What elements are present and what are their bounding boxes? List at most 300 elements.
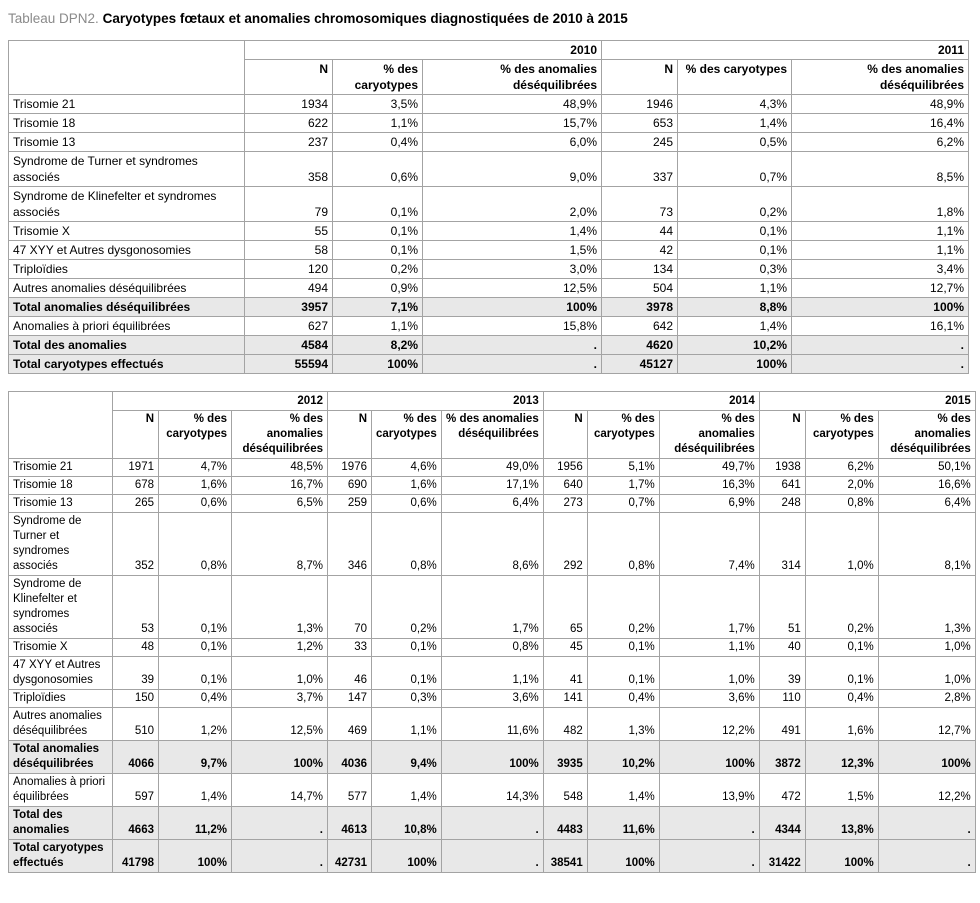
cell-2010-n: 627 xyxy=(245,317,333,336)
cell-2010-pct-caryotypes: 7,1% xyxy=(333,298,423,317)
cell-2014-pct-anomalies: 6,9% xyxy=(659,495,759,513)
total-row xyxy=(9,336,969,355)
cell-2012-pct-anomalies: 3,7% xyxy=(232,690,328,708)
table-2010-2011 xyxy=(8,40,969,374)
cell-2010-pct-caryotypes: 0,1% xyxy=(333,241,423,260)
cell-2012-pct-anomalies: 100% xyxy=(232,741,328,774)
cell-2015-pct-anomalies: . xyxy=(878,840,975,873)
cell-2011-pct-caryotypes: 100% xyxy=(678,355,792,374)
row-label: Syndrome de Klinefelter et syndromes associés xyxy=(9,187,245,222)
cell-2010-pct-anomalies: 48,9% xyxy=(423,95,602,114)
column-header-n-2015: N xyxy=(759,411,805,459)
column-header-pct-anomalies-2014: % des anomalies déséquilibrées xyxy=(659,411,759,459)
cell-2010-n: 4584 xyxy=(245,336,333,355)
cell-2013-n: 33 xyxy=(328,639,372,657)
year-header-2013: 2013 xyxy=(328,392,544,411)
row-label: Total caryotypes effectués xyxy=(9,840,113,873)
cell-2015-pct-anomalies: 100% xyxy=(878,741,975,774)
cell-2012-n: 678 xyxy=(113,477,159,495)
cell-2010-n: 58 xyxy=(245,241,333,260)
cell-2013-pct-anomalies: . xyxy=(441,840,543,873)
cell-2010-pct-caryotypes: 0,9% xyxy=(333,279,423,298)
cell-2012-n: 41798 xyxy=(113,840,159,873)
cell-2013-n: 147 xyxy=(328,690,372,708)
table-title-prefix: Tableau DPN2. xyxy=(8,11,99,26)
row-label: Syndrome de Turner et syndromes associés xyxy=(9,152,245,187)
cell-2015-pct-caryotypes: 0,4% xyxy=(805,690,878,708)
cell-2014-n: 65 xyxy=(543,576,587,639)
cell-2010-pct-anomalies: 6,0% xyxy=(423,133,602,152)
cell-2011-pct-caryotypes: 0,7% xyxy=(678,152,792,187)
column-header-row xyxy=(9,411,976,459)
cell-2011-n: 42 xyxy=(602,241,678,260)
cell-2013-n: 4613 xyxy=(328,807,372,840)
cell-2015-pct-caryotypes: 0,2% xyxy=(805,576,878,639)
cell-2014-pct-caryotypes: 1,4% xyxy=(587,774,659,807)
cell-2011-pct-caryotypes: 4,3% xyxy=(678,95,792,114)
cell-2011-pct-anomalies: 3,4% xyxy=(792,260,969,279)
table-row xyxy=(9,513,976,576)
cell-2011-pct-anomalies: . xyxy=(792,355,969,374)
cell-2010-pct-caryotypes: 100% xyxy=(333,355,423,374)
column-header-pct-anomalies-2015: % des anomalies déséquilibrées xyxy=(878,411,975,459)
cell-2012-n: 597 xyxy=(113,774,159,807)
table-row xyxy=(9,774,976,807)
cell-2010-pct-caryotypes: 8,2% xyxy=(333,336,423,355)
tables-container xyxy=(8,40,976,873)
row-label: Trisomie 18 xyxy=(9,477,113,495)
cell-2014-n: 1956 xyxy=(543,459,587,477)
cell-2013-n: 70 xyxy=(328,576,372,639)
table-row xyxy=(9,279,969,298)
cell-2015-pct-caryotypes: 13,8% xyxy=(805,807,878,840)
column-header-pct-anomalies-2011: % des anomalies déséquilibrées xyxy=(792,60,969,95)
table-row xyxy=(9,222,969,241)
cell-2010-pct-caryotypes: 0,4% xyxy=(333,133,423,152)
column-header-pct-caryotypes-2013: % des caryotypes xyxy=(372,411,442,459)
cell-2014-n: 273 xyxy=(543,495,587,513)
cell-2014-n: 3935 xyxy=(543,741,587,774)
year-header-2010: 2010 xyxy=(245,41,602,60)
cell-2014-pct-caryotypes: 0,2% xyxy=(587,576,659,639)
total-row xyxy=(9,741,976,774)
cell-2011-pct-caryotypes: 0,1% xyxy=(678,222,792,241)
cell-2011-pct-anomalies: 48,9% xyxy=(792,95,969,114)
cell-2011-pct-caryotypes: 0,3% xyxy=(678,260,792,279)
column-header-pct-anomalies-2013: % des anomalies déséquilibrées xyxy=(441,411,543,459)
cell-2015-n: 4344 xyxy=(759,807,805,840)
year-header-2014: 2014 xyxy=(543,392,759,411)
cell-2010-n: 79 xyxy=(245,187,333,222)
cell-2012-pct-caryotypes: 0,1% xyxy=(159,657,232,690)
row-label: Trisomie 13 xyxy=(9,495,113,513)
cell-2011-n: 642 xyxy=(602,317,678,336)
cell-2014-n: 292 xyxy=(543,513,587,576)
year-header-row xyxy=(9,392,976,411)
cell-2011-pct-caryotypes: 8,8% xyxy=(678,298,792,317)
cell-2011-n: 44 xyxy=(602,222,678,241)
cell-2014-pct-caryotypes: 11,6% xyxy=(587,807,659,840)
cell-2012-pct-caryotypes: 0,1% xyxy=(159,639,232,657)
cell-2013-n: 42731 xyxy=(328,840,372,873)
cell-2012-n: 4663 xyxy=(113,807,159,840)
cell-2010-n: 494 xyxy=(245,279,333,298)
cell-2010-pct-anomalies: 1,4% xyxy=(423,222,602,241)
column-header-pct-caryotypes-2010: % des caryotypes xyxy=(333,60,423,95)
cell-2013-pct-caryotypes: 0,6% xyxy=(372,495,442,513)
cell-2013-n: 346 xyxy=(328,513,372,576)
row-label: Syndrome de Turner et syndromes associés xyxy=(9,513,113,576)
cell-2012-pct-caryotypes: 0,1% xyxy=(159,576,232,639)
cell-2010-pct-anomalies: 100% xyxy=(423,298,602,317)
cell-2010-pct-anomalies: . xyxy=(423,336,602,355)
table-row xyxy=(9,576,976,639)
cell-2011-pct-anomalies: 16,1% xyxy=(792,317,969,336)
cell-2013-pct-caryotypes: 1,4% xyxy=(372,774,442,807)
cell-2015-pct-caryotypes: 2,0% xyxy=(805,477,878,495)
table-row xyxy=(9,477,976,495)
cell-2012-pct-caryotypes: 1,6% xyxy=(159,477,232,495)
cell-2013-pct-anomalies: 0,8% xyxy=(441,639,543,657)
column-header-pct-caryotypes-2014: % des caryotypes xyxy=(587,411,659,459)
row-label: Triploïdies xyxy=(9,260,245,279)
cell-2013-n: 4036 xyxy=(328,741,372,774)
column-header-n-2011: N xyxy=(602,60,678,95)
table-row xyxy=(9,690,976,708)
cell-2010-n: 55594 xyxy=(245,355,333,374)
cell-2014-pct-caryotypes: 1,7% xyxy=(587,477,659,495)
table-row xyxy=(9,260,969,279)
column-header-pct-anomalies-2012: % des anomalies déséquilibrées xyxy=(232,411,328,459)
cell-2012-pct-caryotypes: 1,2% xyxy=(159,708,232,741)
cell-2015-n: 110 xyxy=(759,690,805,708)
cell-2014-pct-anomalies: . xyxy=(659,807,759,840)
cell-2012-n: 53 xyxy=(113,576,159,639)
cell-2015-n: 314 xyxy=(759,513,805,576)
total-row xyxy=(9,840,976,873)
cell-2014-pct-anomalies: 49,7% xyxy=(659,459,759,477)
cell-2015-pct-caryotypes: 0,1% xyxy=(805,639,878,657)
cell-2015-n: 39 xyxy=(759,657,805,690)
table-title xyxy=(8,10,628,27)
cell-2010-pct-caryotypes: 0,6% xyxy=(333,152,423,187)
cell-2013-n: 1976 xyxy=(328,459,372,477)
cell-2015-pct-caryotypes: 1,6% xyxy=(805,708,878,741)
column-header-n-2013: N xyxy=(328,411,372,459)
cell-2015-pct-anomalies: 50,1% xyxy=(878,459,975,477)
table-row xyxy=(9,495,976,513)
cell-2012-n: 510 xyxy=(113,708,159,741)
row-label: Anomalies à priori équilibrées xyxy=(9,774,113,807)
cell-2010-pct-anomalies: 3,0% xyxy=(423,260,602,279)
cell-2012-pct-anomalies: . xyxy=(232,840,328,873)
table-row xyxy=(9,187,969,222)
cell-2015-n: 51 xyxy=(759,576,805,639)
cell-2014-pct-caryotypes: 0,8% xyxy=(587,513,659,576)
row-label-column-header xyxy=(9,392,113,459)
cell-2015-pct-anomalies: . xyxy=(878,807,975,840)
cell-2015-pct-anomalies: 1,3% xyxy=(878,576,975,639)
cell-2012-n: 1971 xyxy=(113,459,159,477)
cell-2015-pct-caryotypes: 0,8% xyxy=(805,495,878,513)
cell-2011-n: 3978 xyxy=(602,298,678,317)
year-header-2012: 2012 xyxy=(113,392,328,411)
year-header-row xyxy=(9,41,969,60)
cell-2011-pct-anomalies: 1,8% xyxy=(792,187,969,222)
cell-2011-pct-anomalies: 8,5% xyxy=(792,152,969,187)
cell-2013-pct-caryotypes: 4,6% xyxy=(372,459,442,477)
cell-2011-n: 504 xyxy=(602,279,678,298)
year-header-2011: 2011 xyxy=(602,41,969,60)
cell-2012-pct-anomalies: 1,3% xyxy=(232,576,328,639)
column-header-n-2012: N xyxy=(113,411,159,459)
row-label: Trisomie X xyxy=(9,222,245,241)
cell-2015-pct-caryotypes: 0,1% xyxy=(805,657,878,690)
cell-2014-pct-anomalies: . xyxy=(659,840,759,873)
cell-2011-pct-anomalies: 1,1% xyxy=(792,222,969,241)
cell-2010-pct-anomalies: 9,0% xyxy=(423,152,602,187)
cell-2012-pct-anomalies: 6,5% xyxy=(232,495,328,513)
row-label: Total des anomalies xyxy=(9,807,113,840)
cell-2012-pct-anomalies: 16,7% xyxy=(232,477,328,495)
total-row xyxy=(9,355,969,374)
cell-2013-pct-anomalies: 1,1% xyxy=(441,657,543,690)
cell-2013-pct-anomalies: 49,0% xyxy=(441,459,543,477)
year-header-2015: 2015 xyxy=(759,392,975,411)
cell-2011-pct-caryotypes: 10,2% xyxy=(678,336,792,355)
cell-2014-pct-anomalies: 16,3% xyxy=(659,477,759,495)
cell-2011-n: 337 xyxy=(602,152,678,187)
cell-2014-pct-anomalies: 3,6% xyxy=(659,690,759,708)
cell-2015-n: 40 xyxy=(759,639,805,657)
total-row xyxy=(9,807,976,840)
table-row xyxy=(9,708,976,741)
cell-2014-pct-anomalies: 13,9% xyxy=(659,774,759,807)
cell-2012-pct-anomalies: 48,5% xyxy=(232,459,328,477)
column-header-pct-caryotypes-2011: % des caryotypes xyxy=(678,60,792,95)
cell-2014-n: 141 xyxy=(543,690,587,708)
cell-2011-pct-anomalies: 12,7% xyxy=(792,279,969,298)
cell-2013-n: 46 xyxy=(328,657,372,690)
cell-2013-pct-caryotypes: 0,3% xyxy=(372,690,442,708)
table-row xyxy=(9,133,969,152)
cell-2014-n: 482 xyxy=(543,708,587,741)
row-label: 47 XYY et Autres dysgonosomies xyxy=(9,241,245,260)
row-label: Syndrome de Klinefelter et syndromes associés xyxy=(9,576,113,639)
cell-2014-pct-caryotypes: 10,2% xyxy=(587,741,659,774)
cell-2011-pct-caryotypes: 1,4% xyxy=(678,114,792,133)
cell-2013-pct-anomalies: 100% xyxy=(441,741,543,774)
table-row xyxy=(9,639,976,657)
cell-2012-pct-anomalies: 14,7% xyxy=(232,774,328,807)
row-label-column-header xyxy=(9,41,245,95)
column-header-pct-caryotypes-2012: % des caryotypes xyxy=(159,411,232,459)
cell-2010-pct-caryotypes: 1,1% xyxy=(333,114,423,133)
cell-2013-pct-caryotypes: 9,4% xyxy=(372,741,442,774)
cell-2015-n: 248 xyxy=(759,495,805,513)
column-header-pct-anomalies-2010: % des anomalies déséquilibrées xyxy=(423,60,602,95)
cell-2010-pct-caryotypes: 1,1% xyxy=(333,317,423,336)
cell-2012-n: 265 xyxy=(113,495,159,513)
cell-2011-pct-anomalies: 16,4% xyxy=(792,114,969,133)
cell-2010-n: 358 xyxy=(245,152,333,187)
cell-2011-pct-caryotypes: 1,4% xyxy=(678,317,792,336)
cell-2010-pct-anomalies: 1,5% xyxy=(423,241,602,260)
cell-2014-pct-anomalies: 12,2% xyxy=(659,708,759,741)
row-label: Triploïdies xyxy=(9,690,113,708)
cell-2014-n: 548 xyxy=(543,774,587,807)
cell-2013-pct-anomalies: . xyxy=(441,807,543,840)
cell-2014-pct-anomalies: 7,4% xyxy=(659,513,759,576)
table-row xyxy=(9,657,976,690)
cell-2013-n: 469 xyxy=(328,708,372,741)
cell-2013-pct-anomalies: 6,4% xyxy=(441,495,543,513)
row-label: Autres anomalies déséquilibrées xyxy=(9,279,245,298)
cell-2011-n: 73 xyxy=(602,187,678,222)
cell-2010-pct-caryotypes: 0,1% xyxy=(333,222,423,241)
cell-2012-pct-caryotypes: 4,7% xyxy=(159,459,232,477)
cell-2011-pct-caryotypes: 0,2% xyxy=(678,187,792,222)
cell-2014-n: 38541 xyxy=(543,840,587,873)
cell-2012-pct-anomalies: 8,7% xyxy=(232,513,328,576)
table-title-text: Caryotypes fœtaux et anomalies chromosomiques diagnostiquées de 2010 à 2015 xyxy=(102,11,628,26)
cell-2015-pct-anomalies: 1,0% xyxy=(878,657,975,690)
row-label: Total anomalies déséquilibrées xyxy=(9,298,245,317)
cell-2015-pct-anomalies: 12,7% xyxy=(878,708,975,741)
cell-2010-pct-anomalies: 15,7% xyxy=(423,114,602,133)
cell-2013-n: 577 xyxy=(328,774,372,807)
cell-2010-pct-caryotypes: 0,2% xyxy=(333,260,423,279)
cell-2014-pct-anomalies: 1,1% xyxy=(659,639,759,657)
column-header-n-2010: N xyxy=(245,60,333,95)
cell-2013-pct-anomalies: 8,6% xyxy=(441,513,543,576)
row-label: Autres anomalies déséquilibrées xyxy=(9,708,113,741)
cell-2012-n: 352 xyxy=(113,513,159,576)
row-label: Anomalies à priori équilibrées xyxy=(9,317,245,336)
cell-2011-n: 45127 xyxy=(602,355,678,374)
row-label: Total caryotypes effectués xyxy=(9,355,245,374)
cell-2014-n: 45 xyxy=(543,639,587,657)
cell-2015-pct-anomalies: 12,2% xyxy=(878,774,975,807)
cell-2014-pct-caryotypes: 100% xyxy=(587,840,659,873)
row-label: Total des anomalies xyxy=(9,336,245,355)
row-label: 47 XYY et Autres dysgonosomies xyxy=(9,657,113,690)
cell-2013-pct-anomalies: 14,3% xyxy=(441,774,543,807)
cell-2013-pct-caryotypes: 0,1% xyxy=(372,657,442,690)
cell-2015-pct-caryotypes: 1,5% xyxy=(805,774,878,807)
cell-2011-pct-caryotypes: 0,5% xyxy=(678,133,792,152)
cell-2013-pct-caryotypes: 1,1% xyxy=(372,708,442,741)
cell-2015-pct-caryotypes: 1,0% xyxy=(805,513,878,576)
cell-2013-pct-anomalies: 11,6% xyxy=(441,708,543,741)
cell-2013-pct-caryotypes: 0,2% xyxy=(372,576,442,639)
cell-2011-pct-anomalies: 6,2% xyxy=(792,133,969,152)
cell-2015-pct-caryotypes: 100% xyxy=(805,840,878,873)
cell-2012-pct-caryotypes: 0,8% xyxy=(159,513,232,576)
cell-2015-n: 641 xyxy=(759,477,805,495)
cell-2011-n: 245 xyxy=(602,133,678,152)
cell-2010-n: 237 xyxy=(245,133,333,152)
cell-2011-pct-caryotypes: 0,1% xyxy=(678,241,792,260)
cell-2010-n: 120 xyxy=(245,260,333,279)
cell-2010-pct-caryotypes: 3,5% xyxy=(333,95,423,114)
cell-2012-pct-caryotypes: 100% xyxy=(159,840,232,873)
cell-2010-pct-anomalies: 12,5% xyxy=(423,279,602,298)
cell-2010-n: 55 xyxy=(245,222,333,241)
row-label: Total anomalies déséquilibrées xyxy=(9,741,113,774)
cell-2014-n: 4483 xyxy=(543,807,587,840)
cell-2013-pct-caryotypes: 1,6% xyxy=(372,477,442,495)
cell-2011-n: 1946 xyxy=(602,95,678,114)
cell-2012-n: 48 xyxy=(113,639,159,657)
cell-2011-pct-anomalies: 1,1% xyxy=(792,241,969,260)
cell-2015-n: 472 xyxy=(759,774,805,807)
cell-2014-pct-caryotypes: 0,4% xyxy=(587,690,659,708)
table-row xyxy=(9,152,969,187)
cell-2012-pct-caryotypes: 0,6% xyxy=(159,495,232,513)
cell-2015-pct-anomalies: 16,6% xyxy=(878,477,975,495)
cell-2014-pct-caryotypes: 0,1% xyxy=(587,639,659,657)
cell-2014-pct-caryotypes: 1,3% xyxy=(587,708,659,741)
cell-2010-pct-anomalies: 2,0% xyxy=(423,187,602,222)
cell-2012-pct-caryotypes: 11,2% xyxy=(159,807,232,840)
cell-2015-n: 3872 xyxy=(759,741,805,774)
cell-2011-n: 653 xyxy=(602,114,678,133)
cell-2012-pct-caryotypes: 0,4% xyxy=(159,690,232,708)
column-header-pct-caryotypes-2015: % des caryotypes xyxy=(805,411,878,459)
cell-2014-n: 41 xyxy=(543,657,587,690)
total-row xyxy=(9,298,969,317)
cell-2010-pct-caryotypes: 0,1% xyxy=(333,187,423,222)
cell-2014-n: 640 xyxy=(543,477,587,495)
row-label: Trisomie 18 xyxy=(9,114,245,133)
cell-2014-pct-caryotypes: 0,7% xyxy=(587,495,659,513)
cell-2013-pct-caryotypes: 0,1% xyxy=(372,639,442,657)
cell-2012-pct-anomalies: 1,0% xyxy=(232,657,328,690)
cell-2013-pct-caryotypes: 10,8% xyxy=(372,807,442,840)
cell-2011-n: 4620 xyxy=(602,336,678,355)
cell-2010-pct-anomalies: 15,8% xyxy=(423,317,602,336)
row-label: Trisomie 21 xyxy=(9,459,113,477)
cell-2012-n: 4066 xyxy=(113,741,159,774)
cell-2012-pct-anomalies: . xyxy=(232,807,328,840)
cell-2013-pct-anomalies: 1,7% xyxy=(441,576,543,639)
cell-2015-n: 1938 xyxy=(759,459,805,477)
cell-2013-n: 690 xyxy=(328,477,372,495)
cell-2010-n: 1934 xyxy=(245,95,333,114)
table-row xyxy=(9,241,969,260)
cell-2013-pct-anomalies: 17,1% xyxy=(441,477,543,495)
cell-2015-pct-anomalies: 6,4% xyxy=(878,495,975,513)
cell-2013-pct-anomalies: 3,6% xyxy=(441,690,543,708)
cell-2015-pct-caryotypes: 6,2% xyxy=(805,459,878,477)
row-label: Trisomie X xyxy=(9,639,113,657)
cell-2011-pct-caryotypes: 1,1% xyxy=(678,279,792,298)
cell-2012-n: 39 xyxy=(113,657,159,690)
cell-2015-pct-anomalies: 1,0% xyxy=(878,639,975,657)
row-label: Trisomie 13 xyxy=(9,133,245,152)
cell-2013-pct-caryotypes: 100% xyxy=(372,840,442,873)
cell-2012-pct-anomalies: 1,2% xyxy=(232,639,328,657)
cell-2013-pct-caryotypes: 0,8% xyxy=(372,513,442,576)
cell-2011-pct-anomalies: 100% xyxy=(792,298,969,317)
cell-2012-pct-anomalies: 12,5% xyxy=(232,708,328,741)
column-header-n-2014: N xyxy=(543,411,587,459)
cell-2012-pct-caryotypes: 9,7% xyxy=(159,741,232,774)
cell-2014-pct-anomalies: 1,7% xyxy=(659,576,759,639)
table-row xyxy=(9,95,969,114)
cell-2010-n: 622 xyxy=(245,114,333,133)
